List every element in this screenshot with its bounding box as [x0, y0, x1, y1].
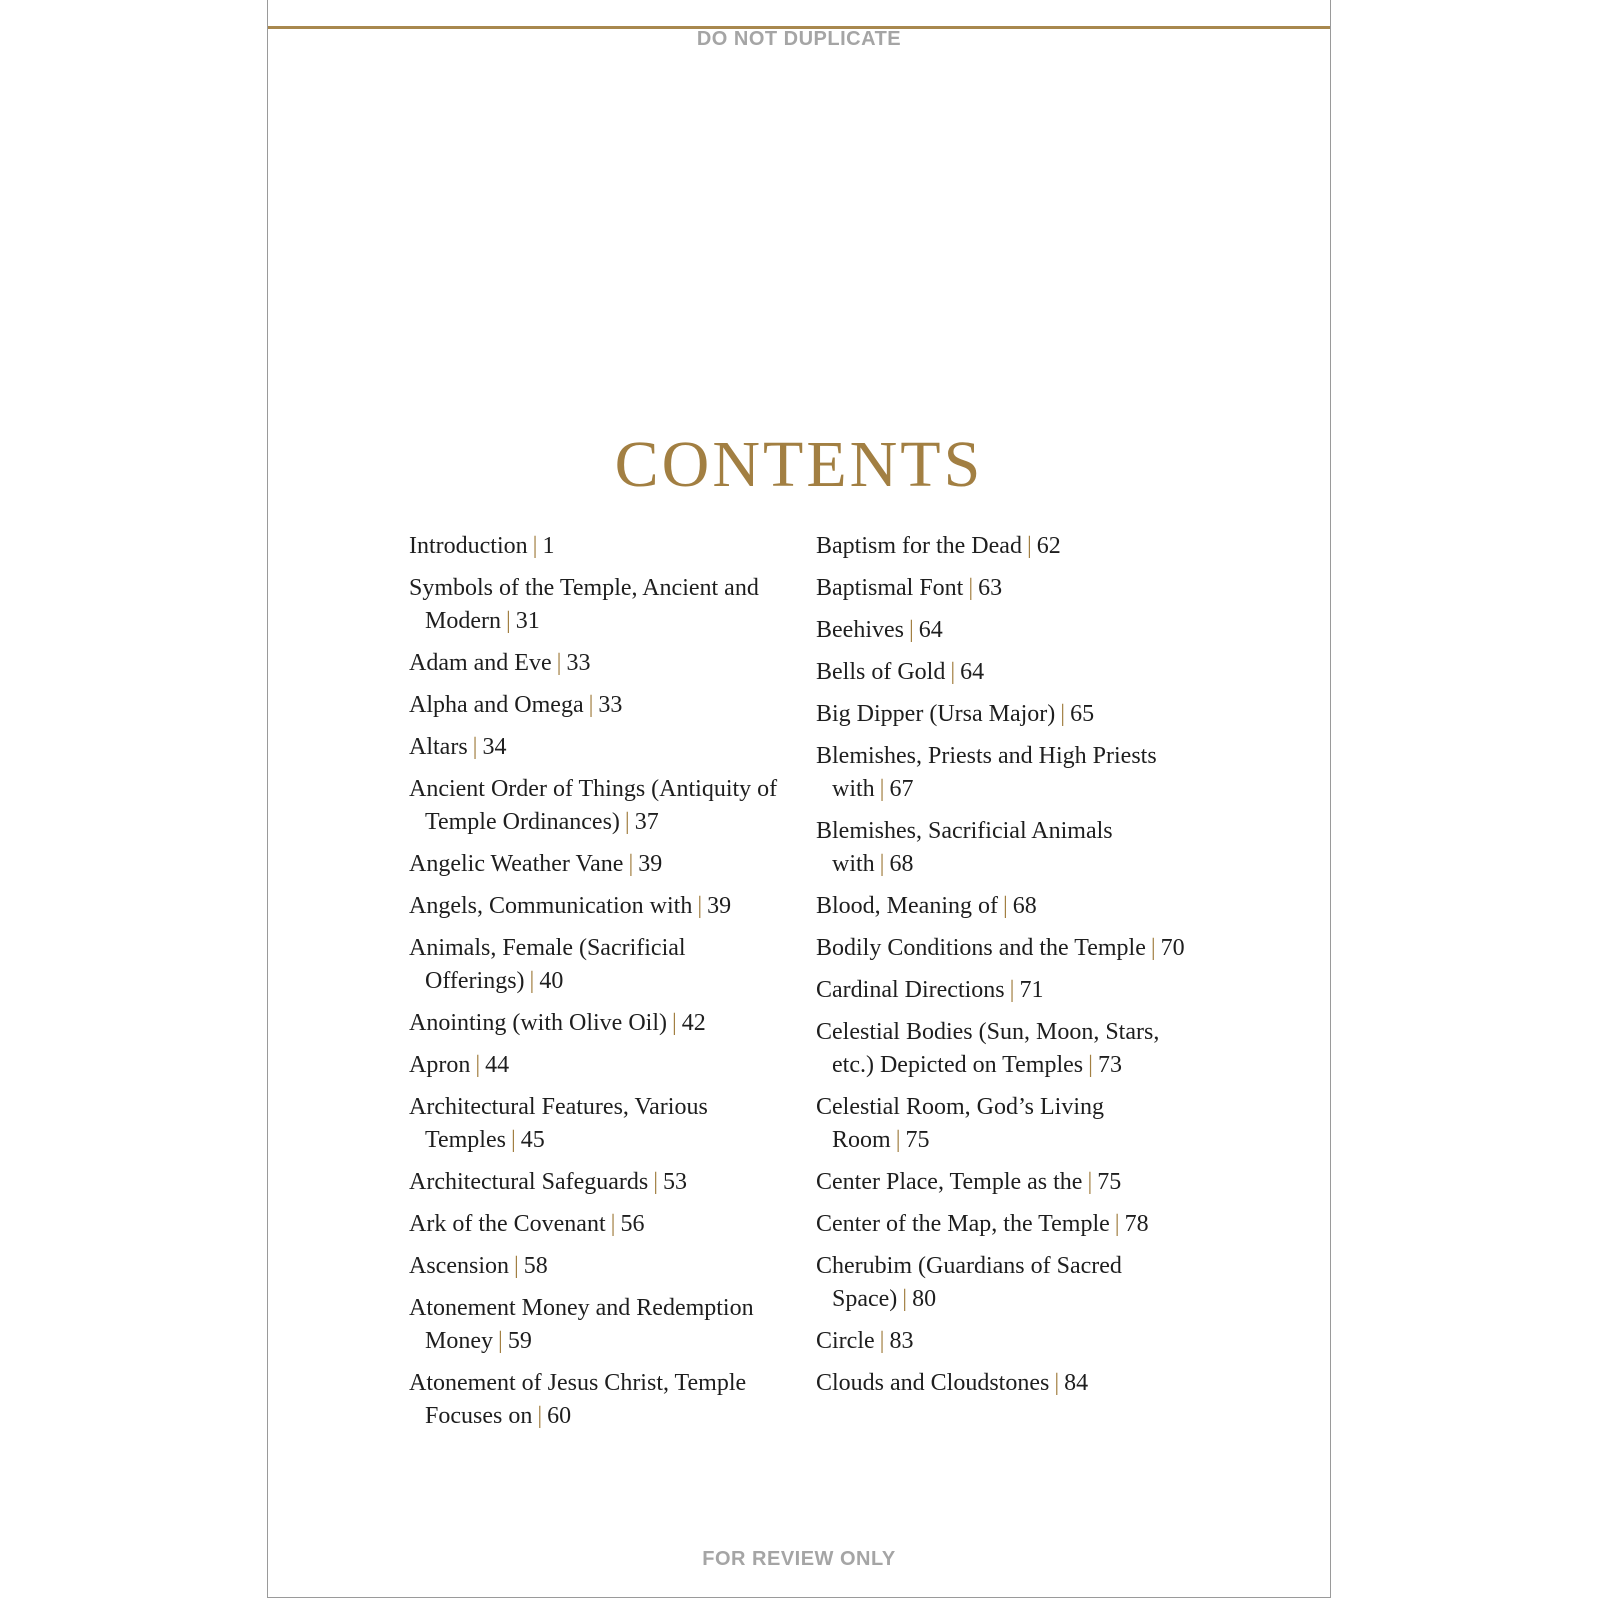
toc-entry	[409, 1208, 781, 1241]
toc-page-number: 84	[1064, 1370, 1089, 1396]
toc-separator: |	[529, 968, 535, 994]
toc-page-number: 78	[1124, 1211, 1149, 1237]
toc-entry	[409, 530, 781, 563]
toc-page-number: 40	[539, 968, 564, 994]
toc-page-number: 75	[1097, 1169, 1122, 1195]
toc-entry-title: Atonement of Jesus Christ, Temple Focuses on	[409, 1370, 747, 1429]
toc-entry-title: Anointing (with Olive Oil)	[409, 1010, 667, 1036]
toc-page-number: 56	[620, 1211, 645, 1237]
toc-entry-title: Altars	[409, 734, 468, 760]
toc-entry	[816, 1250, 1196, 1316]
toc-page-number: 44	[485, 1052, 510, 1078]
toc-page-number: 33	[598, 692, 623, 718]
toc-separator: |	[1150, 935, 1156, 961]
toc-entry	[409, 1367, 781, 1433]
toc-entry-title: Bells of Gold	[816, 659, 946, 685]
toc-separator: |	[537, 1403, 543, 1429]
toc-separator: |	[879, 776, 885, 802]
toc-entry-title: Big Dipper (Ursa Major)	[816, 701, 1056, 727]
toc-entry	[409, 689, 781, 722]
toc-entry	[816, 698, 1196, 731]
toc-entry-title: Bodily Conditions and the Temple	[816, 935, 1146, 961]
toc-separator: |	[653, 1169, 659, 1195]
toc-page-number: 58	[523, 1253, 548, 1279]
toc-separator: |	[532, 533, 538, 559]
toc-page-number: 67	[889, 776, 914, 802]
toc-separator: |	[505, 608, 511, 634]
toc-entry-title: Symbols of the Temple, Ancient and Modern	[409, 575, 759, 634]
toc-entry-title: Ascension	[409, 1253, 509, 1279]
toc-entry-title: Baptismal Font	[816, 575, 964, 601]
toc-separator: |	[908, 617, 914, 643]
toc-entry-title: Atonement Money and Redemption Money	[409, 1295, 754, 1354]
toc-page-number: 60	[547, 1403, 572, 1429]
toc-entry	[816, 1367, 1196, 1400]
toc-separator: |	[1114, 1211, 1120, 1237]
toc-entry	[816, 1016, 1196, 1082]
toc-entry-title: Clouds and Cloudstones	[816, 1370, 1050, 1396]
toc-page-number: 68	[1012, 893, 1037, 919]
toc-entry-title: Cherubim (Guardians of Sacred Space)	[816, 1253, 1122, 1312]
toc-page-number: 64	[960, 659, 985, 685]
toc-page-number: 71	[1019, 977, 1044, 1003]
toc-entry	[409, 1049, 781, 1082]
toc-separator: |	[879, 1328, 885, 1354]
toc-entry-title: Adam and Eve	[409, 650, 552, 676]
toc-entry	[409, 572, 781, 638]
toc-entry-title: Angelic Weather Vane	[409, 851, 624, 877]
toc-entry-title: Architectural Features, Various Temples	[409, 1094, 708, 1153]
toc-separator: |	[1009, 977, 1015, 1003]
toc-entry	[816, 932, 1196, 965]
watermark-bottom: FOR REVIEW ONLY	[702, 1548, 896, 1570]
toc-entry-title: Blemishes, Priests and High Priests with	[816, 743, 1157, 802]
watermark-top: DO NOT DUPLICATE	[696, 28, 902, 50]
toc-separator: |	[624, 809, 630, 835]
toc-entry	[409, 647, 781, 680]
toc-separator: |	[628, 851, 634, 877]
toc-page-number: 31	[515, 608, 540, 634]
toc-entry	[816, 890, 1196, 923]
toc-entry	[816, 1325, 1196, 1358]
toc-page-number: 80	[912, 1286, 937, 1312]
book-page	[267, 0, 1331, 1598]
toc-entry-title: Celestial Bodies (Sun, Moon, Stars, etc.) Depicted on Temples	[816, 1019, 1160, 1078]
toc-page-number: 65	[1070, 701, 1095, 727]
toc-separator: |	[588, 692, 594, 718]
toc-page-number: 70	[1160, 935, 1185, 961]
toc-page-number: 62	[1036, 533, 1061, 559]
toc-separator: |	[968, 575, 974, 601]
toc-entry-title: Animals, Female (Sacrificial Offerings)	[409, 935, 686, 994]
toc-entry-title: Blemishes, Sacrificial Animals with	[816, 818, 1113, 877]
toc-page-number: 83	[889, 1328, 914, 1354]
toc-page-number: 39	[707, 893, 732, 919]
toc-entry	[816, 1091, 1196, 1157]
toc-entry	[409, 848, 781, 881]
toc-page-number: 45	[520, 1127, 545, 1153]
toc-entry	[409, 1250, 781, 1283]
toc-entry-title: Celestial Room, God’s Living Room	[816, 1094, 1104, 1153]
toc-separator: |	[1002, 893, 1008, 919]
toc-separator: |	[1054, 1370, 1060, 1396]
toc-page-number: 68	[889, 851, 914, 877]
toc-page-number: 63	[978, 575, 1003, 601]
toc-entry	[409, 1007, 781, 1040]
toc-entry	[816, 815, 1196, 881]
toc-entry	[816, 530, 1196, 563]
toc-page-number: 1	[542, 533, 555, 559]
toc-page-number: 39	[638, 851, 663, 877]
toc-separator: |	[475, 1052, 481, 1078]
toc-entry-title: Center Place, Temple as the	[816, 1169, 1083, 1195]
toc-entry-title: Architectural Safeguards	[409, 1169, 649, 1195]
toc-separator: |	[610, 1211, 616, 1237]
toc-separator: |	[879, 851, 885, 877]
toc-entry-title: Blood, Meaning of	[816, 893, 998, 919]
toc-entry-title: Baptism for the Dead	[816, 533, 1022, 559]
toc-separator: |	[510, 1127, 516, 1153]
toc-page-number: 73	[1097, 1052, 1122, 1078]
toc-entry	[409, 932, 781, 998]
toc-separator: |	[1088, 1052, 1093, 1078]
toc-entry-title: Angels, Communication with	[409, 893, 693, 919]
toc-entry-title: Ancient Order of Things (Antiquity of Temple Ordinances)	[409, 776, 778, 835]
toc-entry	[816, 614, 1196, 647]
toc-separator: |	[671, 1010, 677, 1036]
contents-right-column	[816, 530, 1196, 1409]
toc-separator: |	[902, 1286, 908, 1312]
toc-entry-title: Ark of the Covenant	[409, 1211, 606, 1237]
contents-left-column	[409, 530, 781, 1442]
toc-page-number: 34	[482, 734, 507, 760]
toc-entry-title: Beehives	[816, 617, 904, 643]
toc-separator: |	[498, 1328, 503, 1354]
toc-entry	[816, 1208, 1196, 1241]
toc-separator: |	[1060, 701, 1066, 727]
toc-separator: |	[895, 1127, 901, 1153]
toc-entry	[409, 773, 781, 839]
toc-entry-title: Introduction	[409, 533, 528, 559]
toc-entry	[816, 656, 1196, 689]
toc-entry-title: Center of the Map, the Temple	[816, 1211, 1110, 1237]
toc-page-number: 64	[918, 617, 943, 643]
toc-page-number: 33	[566, 650, 591, 676]
toc-separator: |	[950, 659, 956, 685]
toc-entry	[409, 731, 781, 764]
toc-entry	[409, 1166, 781, 1199]
toc-separator: |	[556, 650, 562, 676]
toc-entry	[409, 890, 781, 923]
toc-page-number: 75	[905, 1127, 930, 1153]
toc-entry	[409, 1091, 781, 1157]
page-title: CONTENTS	[614, 428, 984, 502]
toc-entry-title: Circle	[816, 1328, 875, 1354]
toc-entry-title: Alpha and Omega	[409, 692, 584, 718]
toc-separator: |	[1026, 533, 1032, 559]
toc-entry	[816, 740, 1196, 806]
toc-entry	[816, 974, 1196, 1007]
toc-entry	[816, 572, 1196, 605]
toc-entry	[409, 1292, 781, 1358]
toc-page-number: 59	[507, 1328, 532, 1354]
toc-page-number: 42	[681, 1010, 706, 1036]
toc-page-number: 53	[663, 1169, 688, 1195]
toc-page-number: 37	[634, 809, 659, 835]
toc-separator: |	[472, 734, 478, 760]
toc-entry-title: Apron	[409, 1052, 471, 1078]
toc-entry	[816, 1166, 1196, 1199]
toc-separator: |	[1087, 1169, 1093, 1195]
toc-separator: |	[697, 893, 703, 919]
toc-separator: |	[513, 1253, 519, 1279]
toc-entry-title: Cardinal Directions	[816, 977, 1005, 1003]
